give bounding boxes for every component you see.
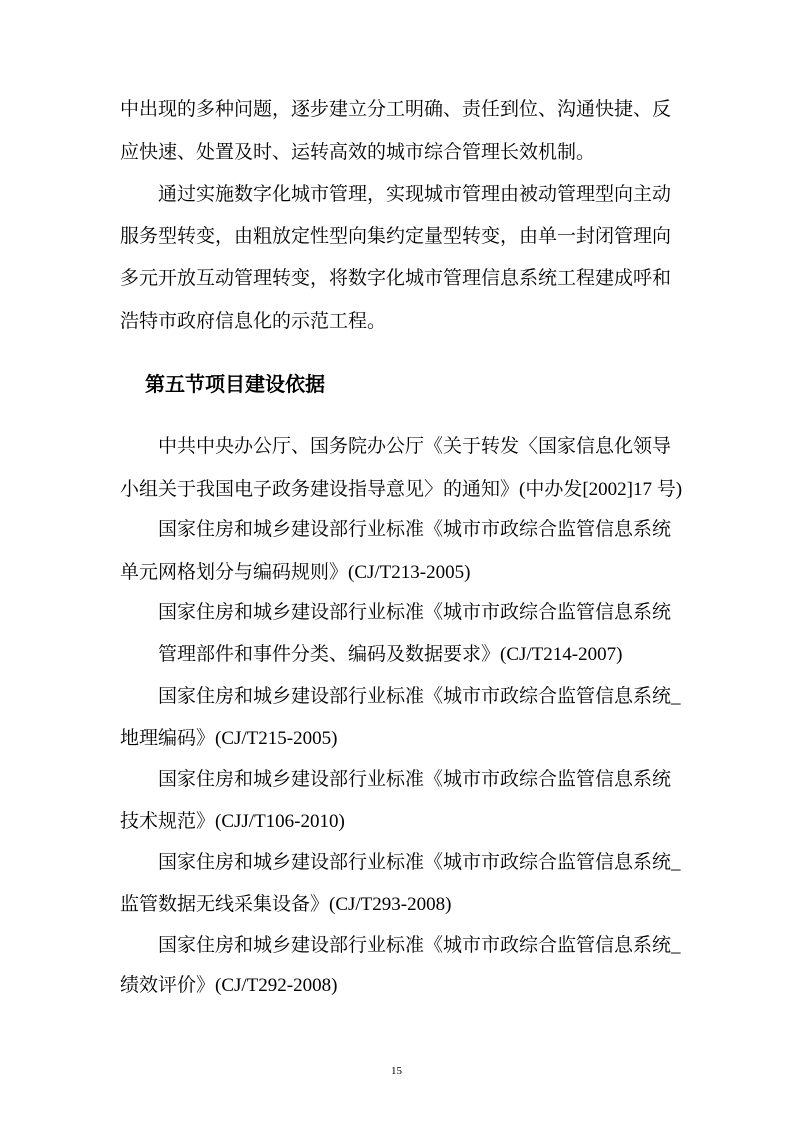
reference-line: 单元网格划分与编码规则》(CJ/T213-2005) xyxy=(120,562,471,583)
reference-line: 地理编码》(CJ/T215-2005) xyxy=(120,728,338,749)
reference-line: 监管数据无线采集设备》(CJ/T293-2008) xyxy=(120,894,452,915)
body-text-line: 多元开放互动管理转变，将数字化城市管理信息系统工程建成呼和 xyxy=(120,268,672,289)
reference-line: 国家住房和城乡建设部行业标准《城市市政综合监管信息系统 xyxy=(158,519,672,540)
reference-line: 管理部件和事件分类、编码及数据要求》(CJ/T214-2007) xyxy=(158,644,623,665)
reference-line: 国家住房和城乡建设部行业标准《城市市政综合监管信息系统_ xyxy=(158,686,681,707)
body-text-line: 服务型转变，由粗放定性型向集约定量型转变，由单一封闭管理向 xyxy=(120,226,672,247)
reference-line: 中共中央办公厅、国务院办公厅《关于转发〈国家信息化领导 xyxy=(158,436,672,457)
body-text-line: 浩特市政府信息化的示范工程。 xyxy=(120,311,387,332)
reference-line: 国家住房和城乡建设部行业标准《城市市政综合监管信息系统 xyxy=(158,769,672,790)
page-number: 15 xyxy=(391,1065,402,1077)
reference-line: 国家住房和城乡建设部行业标准《城市市政综合监管信息系统_ xyxy=(158,935,681,956)
body-text-line: 通过实施数字化城市管理，实现城市管理由被动管理型向主动 xyxy=(158,184,672,205)
reference-line: 小组关于我国电子政务建设指导意见〉的通知》(中办发[2002]17 号) xyxy=(120,479,683,500)
reference-line: 国家住房和城乡建设部行业标准《城市市政综合监管信息系统 xyxy=(158,602,672,623)
body-text-line: 应快速、处置及时、运转高效的城市综合管理长效机制。 xyxy=(120,142,596,163)
reference-line: 国家住房和城乡建设部行业标准《城市市政综合监管信息系统_ xyxy=(158,852,681,873)
body-text-line: 中出现的多种问题，逐步建立分工明确、责任到位、沟通快捷、反 xyxy=(120,99,672,120)
reference-line: 技术规范》(CJJ/T106-2010) xyxy=(120,811,345,832)
reference-line: 绩效评价》(CJ/T292-2008) xyxy=(120,975,338,996)
section-heading: 第五节项目建设依据 xyxy=(145,372,325,396)
